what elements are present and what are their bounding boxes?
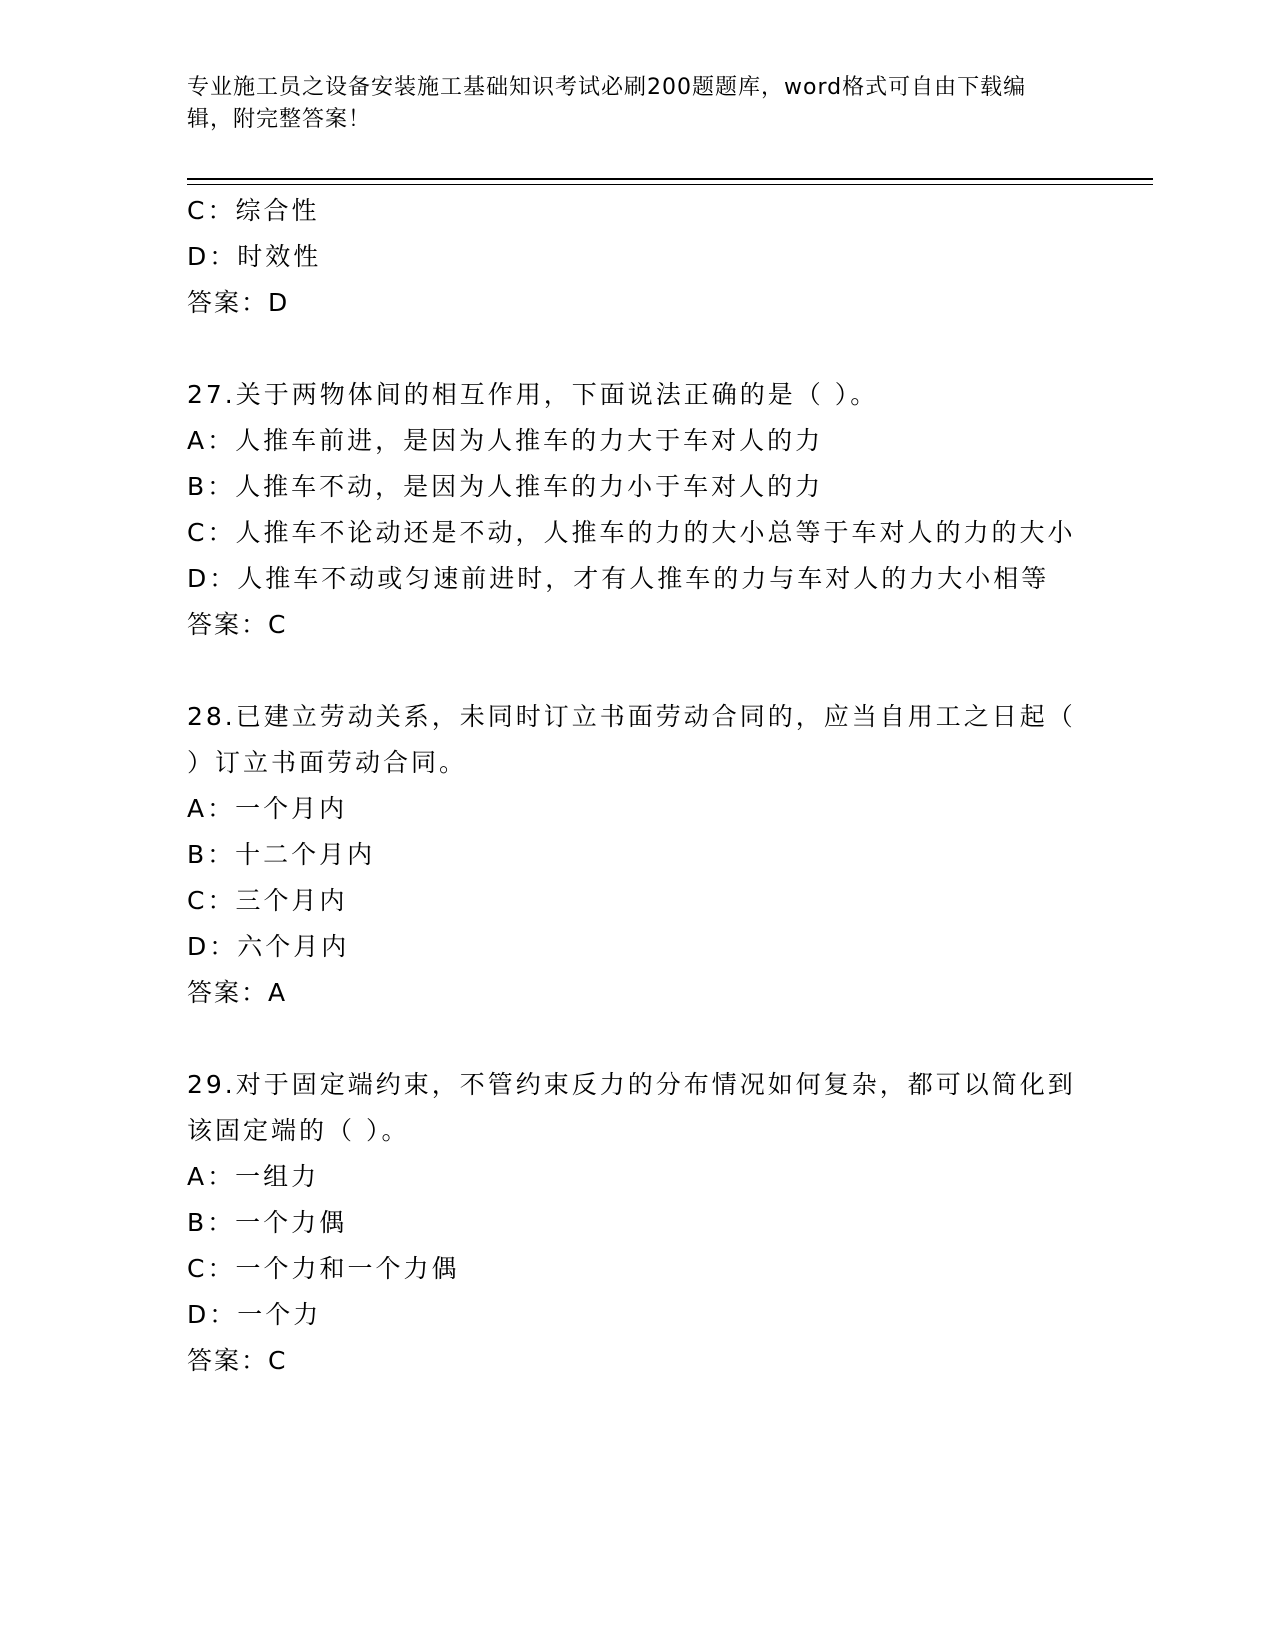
option-c: C：三个月内	[187, 886, 348, 915]
question-content	[187, 188, 1087, 1384]
question-26-continuation	[187, 188, 1087, 326]
option-b: B：一个力偶	[187, 1208, 348, 1237]
question-text: 28.已建立劳动关系，未同时订立书面劳动合同的，应当自用工之日起（ ）订立书面劳动合同。	[187, 702, 1076, 777]
option-a: A：一组力	[187, 1162, 320, 1191]
option-a: A：一个月内	[187, 794, 348, 823]
question-text: 29.对于固定端约束，不管约束反力的分布情况如何复杂，都可以简化到该固定端的（ ）。	[187, 1070, 1076, 1145]
answer-line: 答案：C	[187, 610, 288, 639]
option-d: D：时效性	[187, 242, 322, 271]
option-c: C：综合性	[187, 196, 320, 225]
header-divider-thick	[187, 178, 1153, 180]
header-divider-thin	[187, 184, 1153, 185]
option-a: A：人推车前进，是因为人推车的力大于车对人的力	[187, 426, 824, 455]
spacer	[187, 648, 1087, 694]
question-28	[187, 694, 1087, 1016]
option-d: D：人推车不动或匀速前进时，才有人推车的力与车对人的力大小相等	[187, 564, 1050, 593]
question-27	[187, 372, 1087, 648]
document-header-title: 专业施工员之设备安装施工基础知识考试必刷200题题库，word格式可自由下载编辑，附完整答案！	[187, 75, 1027, 132]
answer-line: 答案：C	[187, 1346, 288, 1375]
option-b: B：人推车不动，是因为人推车的力小于车对人的力	[187, 472, 824, 501]
option-c: C：一个力和一个力偶	[187, 1254, 460, 1283]
answer-line: 答案：A	[187, 978, 288, 1007]
option-b: B：十二个月内	[187, 840, 376, 869]
option-d: D：六个月内	[187, 932, 350, 961]
option-c: C：人推车不论动还是不动，人推车的力的大小总等于车对人的力的大小	[187, 518, 1076, 547]
question-text: 27.关于两物体间的相互作用，下面说法正确的是（ ）。	[187, 380, 879, 409]
answer-line: 答案：D	[187, 288, 290, 317]
question-29	[187, 1062, 1087, 1384]
option-d: D：一个力	[187, 1300, 322, 1329]
spacer	[187, 1016, 1087, 1062]
spacer	[187, 326, 1087, 372]
